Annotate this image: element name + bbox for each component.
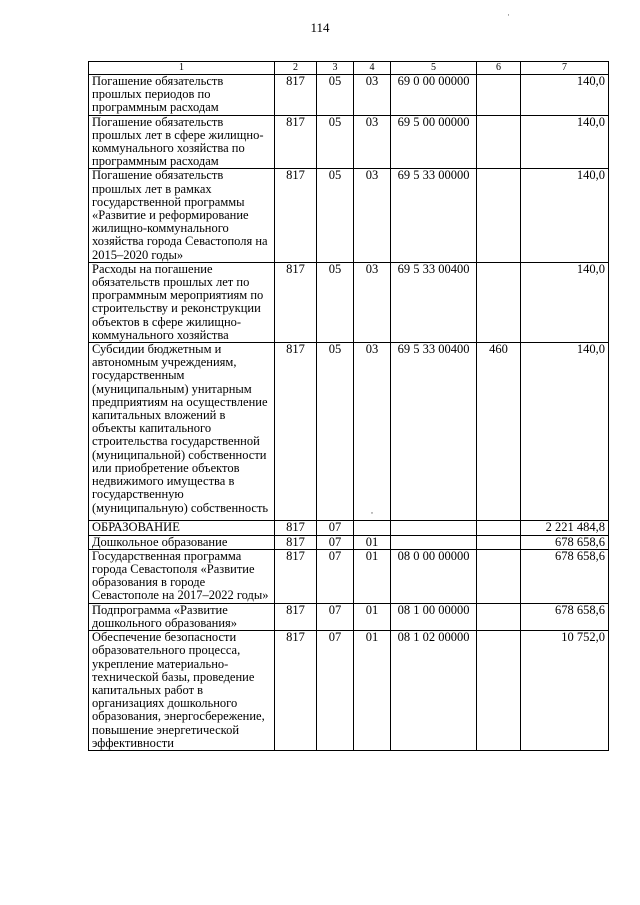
row-name: Погашение обязательств прошлых лет в рамках государственной программы «Развитие и реформирование жилищно-коммунального хозяйства города Севастополя на 2015–2020 годы» [89, 169, 275, 262]
page-number: 114 [310, 20, 330, 35]
cell-amount: 140,0 [521, 262, 609, 342]
cell-subsection: 01 [354, 535, 391, 549]
row-name: Подпрограмма «Развитие дошкольного образования» [89, 603, 275, 630]
cell-target-article: 69 0 00 00000 [391, 75, 477, 116]
row-name: Государственная программа города Севастополя «Развитие образования в городе Севастополе на 2017–2022 годы» [89, 549, 275, 603]
cell-target-article: 08 1 00 00000 [391, 603, 477, 630]
column-header: 6 [477, 62, 521, 75]
cell-target-article [391, 521, 477, 535]
cell-ministry: 817 [275, 343, 317, 521]
cell-amount: 678 658,6 [521, 549, 609, 603]
cell-expense-type [477, 521, 521, 535]
cell-ministry: 817 [275, 115, 317, 169]
cell-amount: 140,0 [521, 169, 609, 262]
cell-section: 05 [317, 343, 354, 521]
row-name: Погашение обязательств прошлых периодов по программным расходам [89, 75, 275, 116]
cell-target-article [391, 535, 477, 549]
cell-ministry: 817 [275, 631, 317, 751]
cell-subsection-value: 03 [365, 342, 379, 357]
cell-subsection: 01 [354, 603, 391, 630]
cell-expense-type [477, 535, 521, 549]
cell-target-article: 08 1 02 00000 [391, 631, 477, 751]
cell-ministry: 817 [275, 549, 317, 603]
cell-amount: 678 658,6 [521, 535, 609, 549]
table-row [89, 631, 609, 751]
cell-ministry: 817 [275, 535, 317, 549]
cell-section: 05 [317, 75, 354, 116]
cell-section: 05 [317, 115, 354, 169]
cell-amount: 140,0 [521, 75, 609, 116]
row-name: Субсидии бюджетным и автономным учреждениям, государственным (муниципальным) унитарным предприятиям на осуществление капитальных вложений в объекты капитального строительства государственной (муниципальной) собственности или приобретение объектов недвижимого имущества в государственную (муниципальную) собственность [89, 343, 275, 521]
table-row [89, 535, 609, 549]
cell-ministry: 817 [275, 75, 317, 116]
cell-section: 07 [317, 549, 354, 603]
cell-expense-type [477, 115, 521, 169]
cell-subsection: 01 [354, 631, 391, 751]
table-row [89, 603, 609, 630]
scan-speck-mark: · [370, 508, 374, 519]
cell-expense-type [477, 169, 521, 262]
column-header: 2 [275, 62, 317, 75]
table-header-row [89, 62, 609, 75]
table-row [89, 549, 609, 603]
cell-ministry: 817 [275, 603, 317, 630]
table-row [89, 169, 609, 262]
cell-expense-type [477, 75, 521, 116]
row-name: ОБРАЗОВАНИЕ [89, 521, 275, 535]
column-header: 5 [391, 62, 477, 75]
cell-section: 05 [317, 169, 354, 262]
cell-target-article: 08 0 00 00000 [391, 549, 477, 603]
cell-target-article: 69 5 33 00000 [391, 169, 477, 262]
row-name: Погашение обязательств прошлых лет в сфере жилищно-коммунального хозяйства по программным расходам [89, 115, 275, 169]
cell-subsection: 01 [354, 549, 391, 603]
cell-amount: 140,0 [521, 343, 609, 521]
cell-amount: 2 221 484,8 [521, 521, 609, 535]
cell-expense-type [477, 603, 521, 630]
cell-section: 07 [317, 631, 354, 751]
row-name: Дошкольное образование [89, 535, 275, 549]
cell-expense-type [477, 262, 521, 342]
cell-subsection: 03 [354, 169, 391, 262]
cell-subsection: 03 [354, 262, 391, 342]
cell-subsection: 03 [354, 115, 391, 169]
cell-amount: 678 658,6 [521, 603, 609, 630]
column-header: 4 [354, 62, 391, 75]
cell-section: 05 [317, 262, 354, 342]
row-name: Обеспечение безопасности образовательного процесса, укрепление материально-технической базы, проведение капитальных работ в организациях дошкольного образования, энергосбережение, повышение энергетической эффективности [89, 631, 275, 751]
cell-expense-type [477, 549, 521, 603]
cell-ministry: 817 [275, 262, 317, 342]
cell-amount: 10 752,0 [521, 631, 609, 751]
cell-expense-type [477, 631, 521, 751]
cell-target-article: 69 5 33 00400 [391, 343, 477, 521]
cell-amount: 140,0 [521, 115, 609, 169]
cell-target-article: 69 5 33 00400 [391, 262, 477, 342]
column-header: 1 [89, 62, 275, 75]
cell-ministry: 817 [275, 169, 317, 262]
cell-target-article: 69 5 00 00000 [391, 115, 477, 169]
row-name: Расходы на погашение обязательств прошлых лет по программным мероприятиям по строительству и реконструкции объектов в сфере жилищно-коммунального хозяйства [89, 262, 275, 342]
budget-table [88, 61, 609, 751]
column-header: 3 [317, 62, 354, 75]
table-row [89, 262, 609, 342]
cell-section: 07 [317, 603, 354, 630]
cell-expense-type: 460 [477, 343, 521, 521]
scan-mark: · [507, 10, 510, 20]
table-row [89, 521, 609, 535]
cell-ministry: 817 [275, 521, 317, 535]
cell-section: 07 [317, 535, 354, 549]
table-row [89, 75, 609, 116]
cell-section: 07 [317, 521, 354, 535]
column-header: 7 [521, 62, 609, 75]
table-row [89, 343, 609, 521]
cell-subsection: 03 [354, 75, 391, 116]
table-row [89, 115, 609, 169]
cell-subsection [354, 343, 391, 521]
cell-subsection [354, 521, 391, 535]
